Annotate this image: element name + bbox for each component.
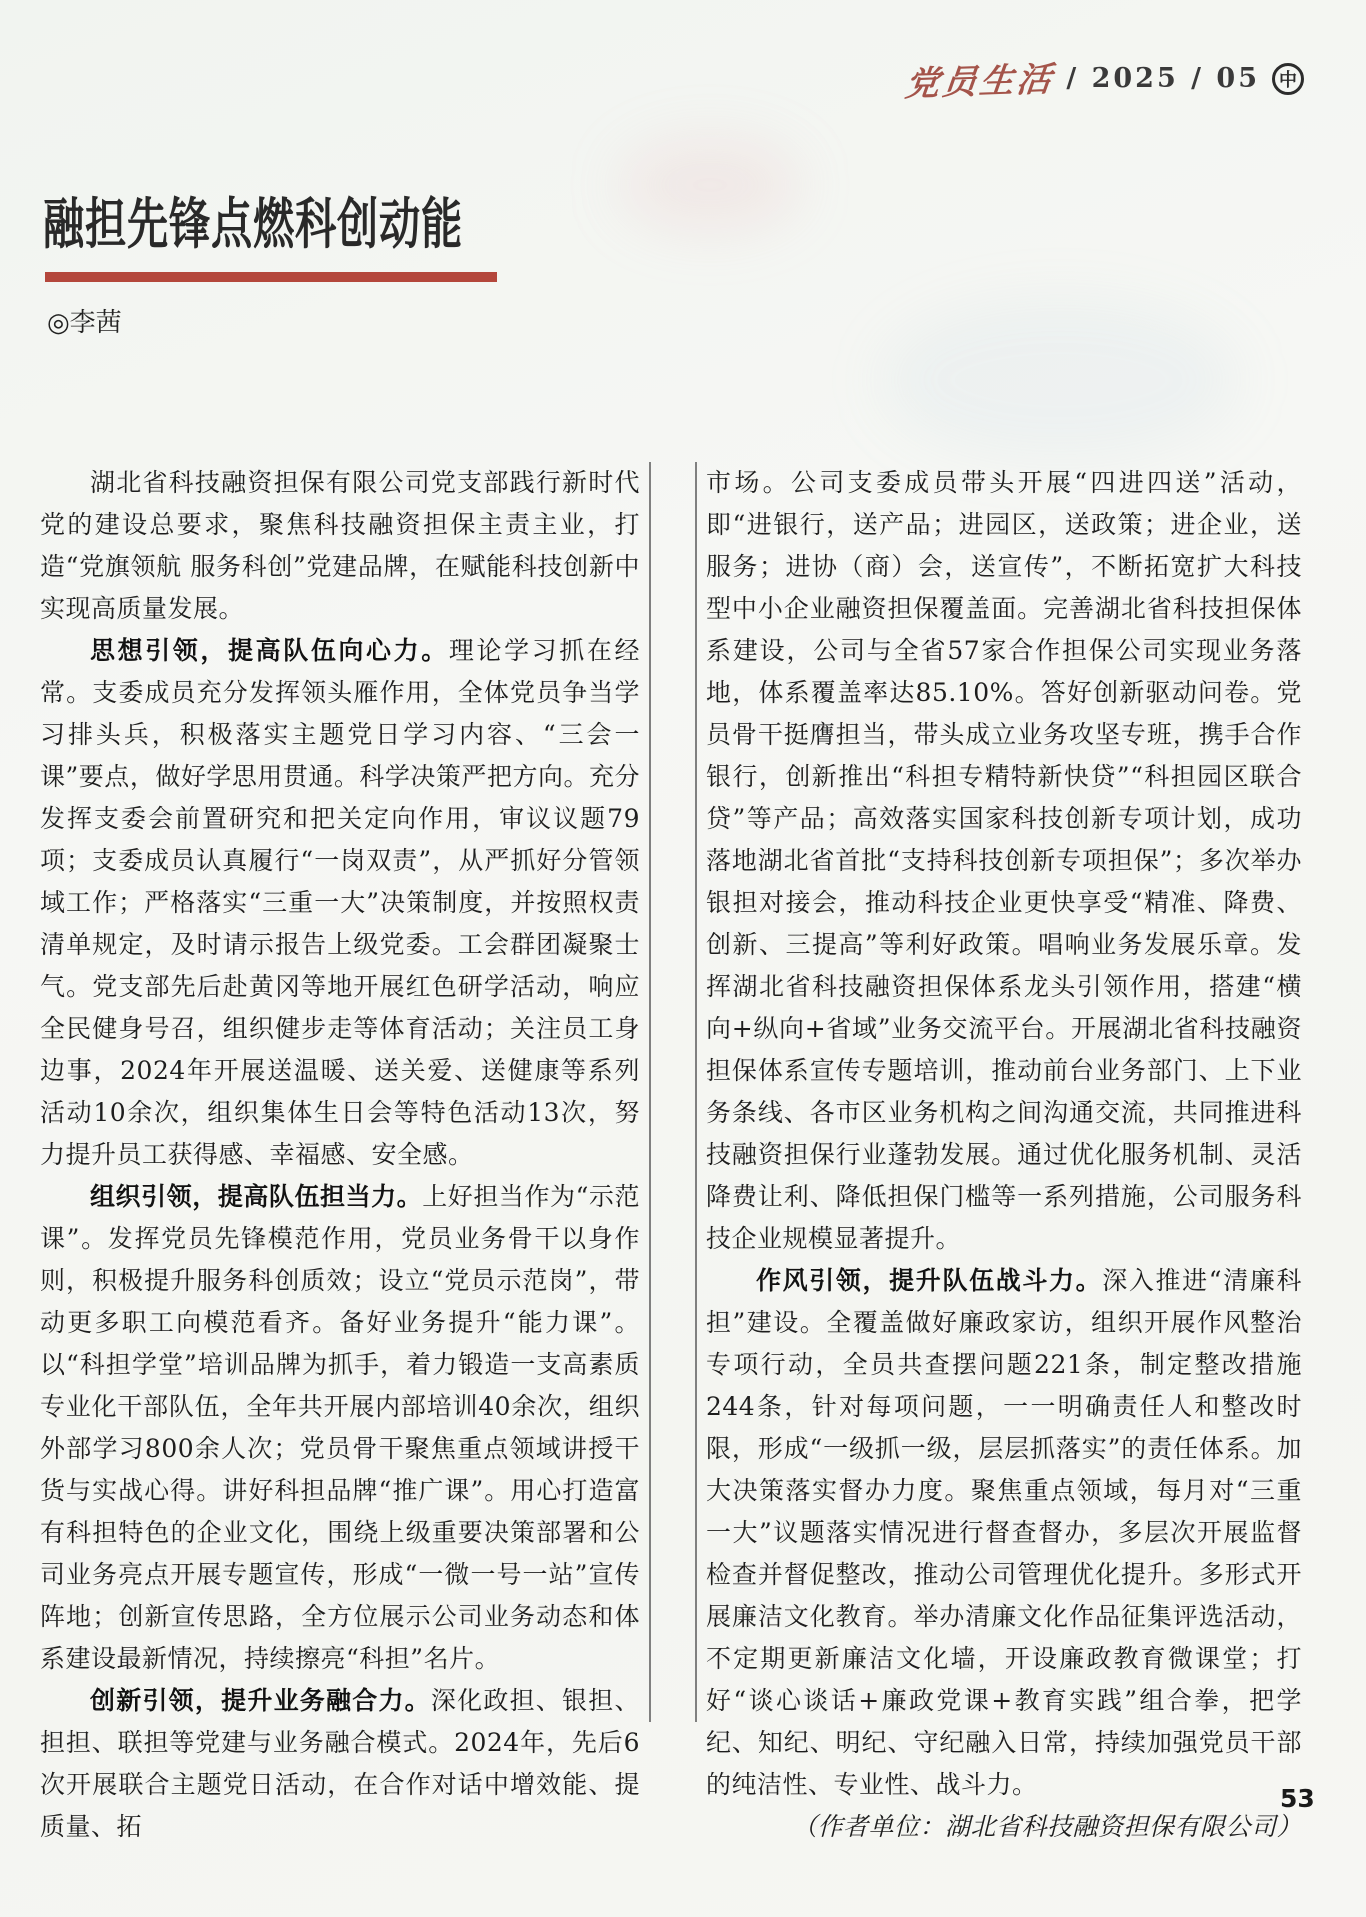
scan-smudge xyxy=(880,300,1240,460)
paragraph-lead: 创新引领，提升业务融合力。 xyxy=(90,1686,431,1715)
body-paragraph: 组织引领，提高队伍担当力。上好担当作为“示范课”。发挥党员先锋模范作用，党员业务骨干以身作则，积极提升服务科创质效；设立“党员示范岗”，带动更多职工向模范看齐。备好业务提升“能力课”。以“科担学堂”培训品牌为抓手，着力锻造一支高素质专业化干部队伍，全年共开展内部培训40余次，组织外部学习800余人次；党员骨干聚焦重点领域讲授干货与实战心得。讲好科担品牌“推广课”。用心打造富有科担特色的企业文化，围绕上级重要决策部署和公司业务亮点开展专题宣传，形成“一微一号一站”宣传阵地；创新宣传思路，全方位展示公司业务动态和体系建设最新情况，持续擦亮“科担”名片。 xyxy=(40,1182,640,1673)
magazine-logo: 党员生活 xyxy=(903,59,1057,105)
body-paragraph: 思想引领，提高队伍向心力。理论学习抓在经常。支委成员充分发挥领头雁作用，全体党员争当学习排头兵，积极落实主题党日学习内容、“三会一课”要点，做好学思用贯通。科学决策严把方向。充分发挥支委会前置研究和把关定向作用，审议议题79项；支委成员认真履行“一岗双责”，从严抓好分管领域工作；严格落实“三重一大”决策制度，并按照权责清单规定，及时请示报告上级党委。工会群团凝聚士气。党支部先后赴黄冈等地开展红色研学活动，响应全民健身号召，组织健步走等体育活动；关注员工身边事，2024年开展送温暖、送关爱、送健康等系列活动10余次，组织集体生日会等特色活动13次，努力提升员工获得感、幸福感、安全感。 xyxy=(40,636,640,1169)
issue-mark-circled-zhong: 中 xyxy=(1272,63,1304,95)
issue-info: / 2025 / 05 xyxy=(1066,63,1260,94)
paragraph-lead: 作风引领，提升队伍战斗力。 xyxy=(756,1266,1103,1295)
paragraph-lead: 组织引领，提高队伍担当力。 xyxy=(90,1182,423,1211)
body-paragraph: 市场。公司支委成员带头开展“四进四送”活动，即“进银行，送产品；进园区，送政策；进企业，送服务；进协（商）会，送宣传”，不断拓宽扩大科技型中小企业融资担保覆盖面。完善湖北省科技担保体系建设，公司与全省57家合作担保公司实现业务落地，体系覆盖率达85.10%。答好创新驱动问卷。党员骨干挺膺担当，带头成立业务攻坚专班，携手合作银行，创新推出“科担专精特新快贷”“科担园区联合贷”等产品；高效落实国家科技创新专项计划，成功落地湖北省首批“支持科技创新专项担保”；多次举办银担对接会，推动科技企业更快享受“精准、降费、创新、三提高”等利好政策。唱响业务发展乐章。发挥湖北省科技融资担保体系龙头引领作用，搭建“横向+纵向+省域”业务交流平台。开展湖北省科技融资担保体系宣传专题培训，推动前台业务部门、上下业务条线、各市区业务机构之间沟通交流，共同推进科技融资担保行业蓬勃发展。通过优化服务机制、灵活降费让利、降低担保门槛等一系列措施，公司服务科技企业规模显著提升。 xyxy=(706,468,1302,1253)
page-number: 53 xyxy=(1280,1784,1315,1813)
right-column xyxy=(706,462,1302,1848)
article-author: ◎李茜 xyxy=(47,308,122,338)
body-paragraph: 湖北省科技融资担保有限公司党支部践行新时代党的建设总要求，聚焦科技融资担保主责主业，打造“党旗领航 服务科创”党建品牌，在赋能科技创新中实现高质量发展。 xyxy=(40,468,640,623)
scan-smudge xyxy=(620,140,800,230)
article-body xyxy=(40,462,1302,1848)
paragraph-lead: 思想引领，提高队伍向心力。 xyxy=(90,636,449,665)
left-column xyxy=(40,462,640,1848)
page-header xyxy=(903,54,1304,105)
body-paragraph: 作风引领，提升队伍战斗力。深入推进“清廉科担”建设。全覆盖做好廉政家访，组织开展作风整治专项行动，全员共查摆问题221条，制定整改措施244条，针对每项问题，一一明确责任人和整改时限，形成“一级抓一级，层层抓落实”的责任体系。加大决策落实督办力度。聚焦重点领域，每月对“三重一大”议题落实情况进行督查督办，多层次开展监督检查并督促整改，推动公司管理优化提升。多形式开展廉洁文化教育。举办清廉文化作品征集评选活动，不定期更新廉洁文化墙，开设廉政教育微课堂；打好“谈心谈话+廉政党课+教育实践”组合拳，把学纪、知纪、明纪、守纪融入日常，持续加强党员干部的纯洁性、专业性、战斗力。 xyxy=(706,1266,1302,1799)
column-divider xyxy=(640,462,706,1722)
divider-line-left xyxy=(649,462,651,1722)
article-title: 融担先锋点燃科创动能 xyxy=(43,192,464,256)
divider-line-right xyxy=(695,462,697,1722)
title-underline-bar xyxy=(45,272,497,282)
author-note: （作者单位：湖北省科技融资担保有限公司） xyxy=(791,1812,1302,1841)
body-paragraph: 创新引领，提升业务融合力。深化政担、银担、担担、联担等党建与业务融合模式。2024年，先后6次开展联合主题党日活动，在合作对话中增效能、提质量、拓 xyxy=(40,1686,640,1841)
